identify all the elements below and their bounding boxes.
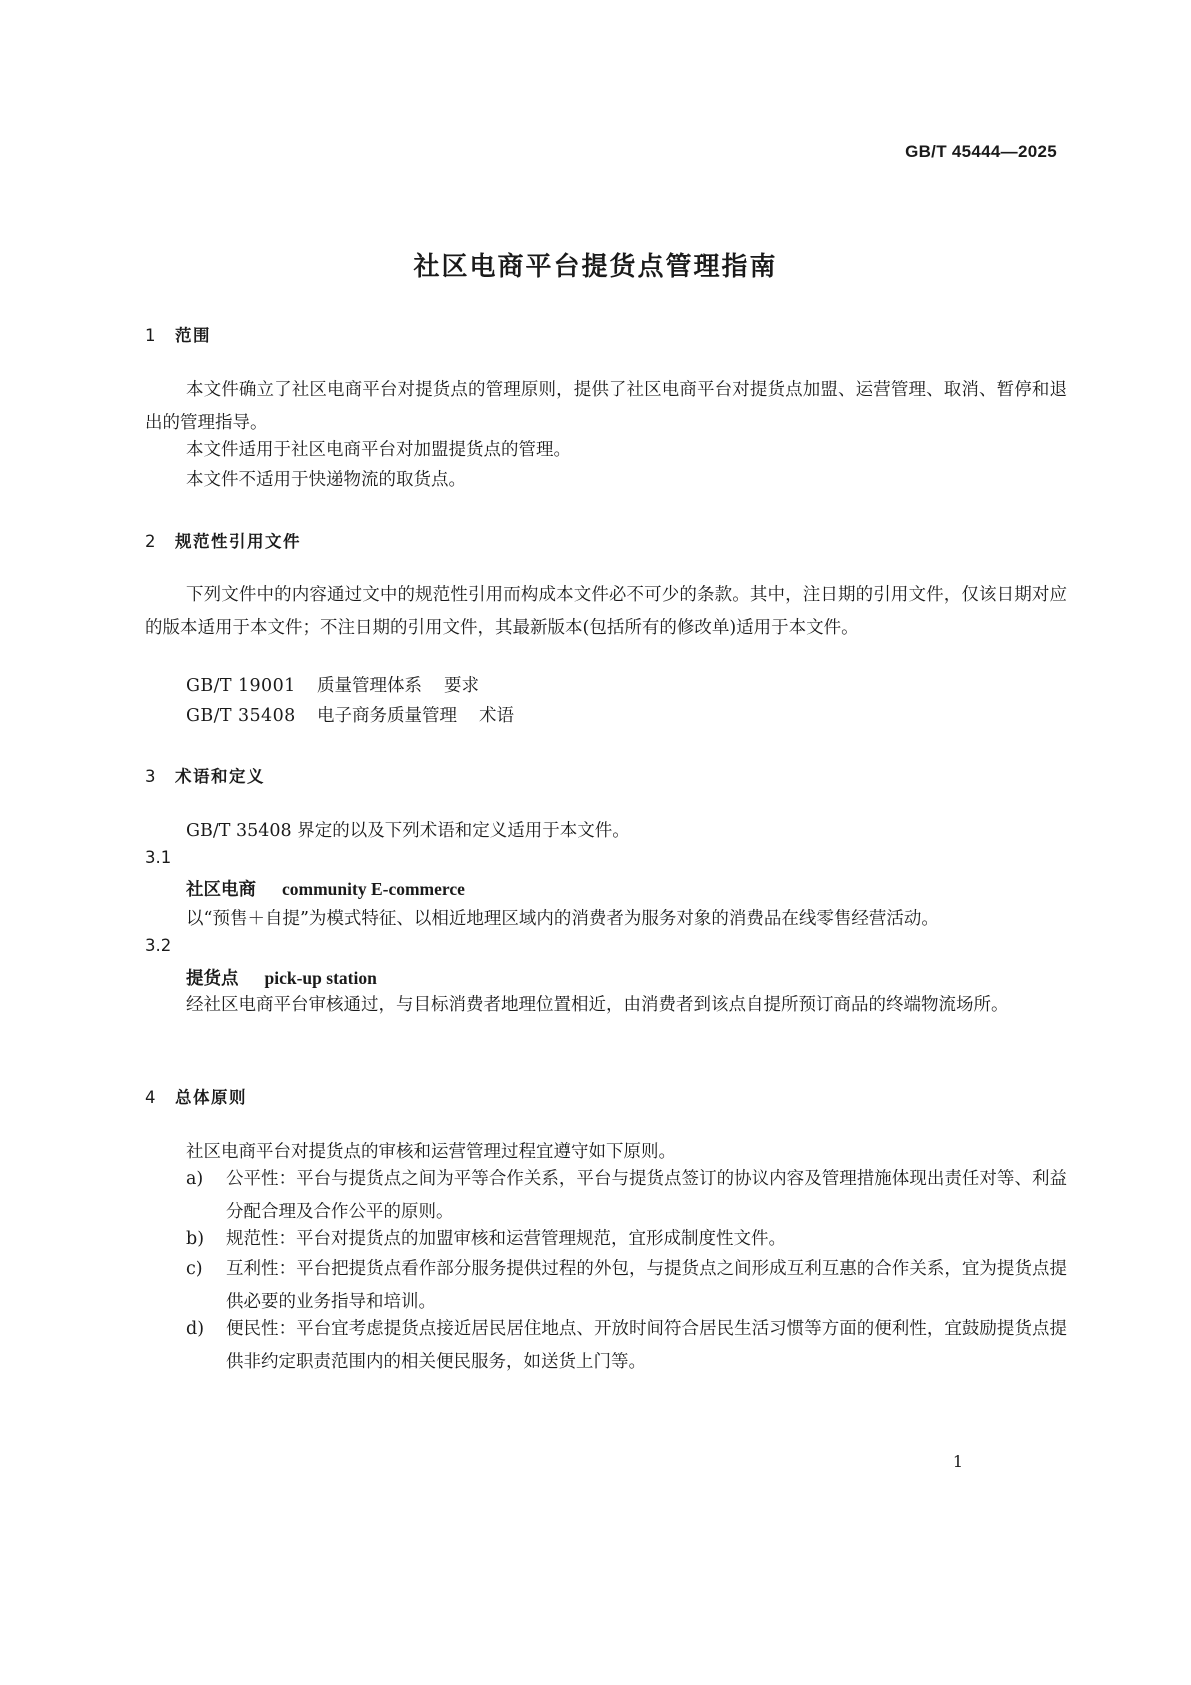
list-marker: a)	[186, 1169, 204, 1189]
section-3-heading	[145, 763, 265, 787]
section-4-intro: 社区电商平台对提货点的审核和运营管理过程宜遵守如下原则。	[186, 1142, 676, 1162]
term-entry	[186, 965, 377, 990]
list-item	[186, 1223, 1067, 1256]
normative-reference	[186, 702, 514, 727]
list-text: 公平性：平台与提货点之间为平等合作关系，平台与提货点签订的协议内容及管理措施体现出责任对等、利益分配合理及合作公平的原则。	[226, 1169, 1067, 1222]
term-chinese: 提货点	[186, 969, 239, 989]
section-2-paragraph: 下列文件中的内容通过文中的规范性引用而构成本文件必不可少的条款。其中，注日期的引用文件，仅该日期对应的版本适用于本文件；不注日期的引用文件，其最新版本(包括所有的修改单)适用于本文件。	[145, 585, 1067, 638]
term-definition: 经社区电商平台审核通过，与目标消费者地理位置相近，由消费者到该点自提所预订商品的终端物流场所。	[186, 995, 1009, 1015]
section-4-heading	[145, 1084, 247, 1108]
term-definition: 以“预售＋自提”为模式特征、以相近地理区域内的消费者为服务对象的消费品在线零售经营活动。	[186, 909, 939, 929]
reference-title-main: 质量管理体系	[317, 676, 422, 696]
section-2-heading	[145, 528, 301, 552]
term-clause-number: 3.2	[145, 936, 172, 955]
term-chinese: 社区电商	[186, 880, 256, 900]
section-1-paragraph-1: 本文件确立了社区电商平台对提货点的管理原则，提供了社区电商平台对提货点加盟、运营管理、取消、暂停和退出的管理指导。	[145, 380, 1067, 433]
section-number: 4	[145, 1088, 157, 1107]
section-3-intro: GB/T 35408 界定的以及下列术语和定义适用于本文件。	[186, 821, 630, 841]
list-text: 互利性：平台把提货点看作部分服务提供过程的外包，与提货点之间形成互利互惠的合作关系，宜为提货点提供必要的业务指导和培训。	[226, 1259, 1067, 1312]
term-english: pick-up station	[264, 968, 377, 988]
section-number: 3	[145, 767, 157, 786]
section-number: 1	[145, 326, 157, 345]
section-title: 规范性引用文件	[175, 532, 301, 551]
term-english: community E-commerce	[282, 879, 465, 899]
page-number: 1	[952, 1452, 963, 1471]
standard-code: GB/T 45444—2025	[905, 142, 1057, 161]
normative-reference	[186, 672, 479, 697]
reference-title-part: 术语	[479, 706, 514, 726]
list-item	[186, 1163, 1067, 1229]
term-entry	[186, 876, 465, 901]
section-title: 术语和定义	[175, 767, 265, 786]
section-title: 总体原则	[175, 1088, 247, 1107]
section-1-paragraph-2: 本文件适用于社区电商平台对加盟提货点的管理。	[186, 440, 571, 460]
reference-code: GB/T 19001	[186, 676, 296, 696]
term-clause-number: 3.1	[145, 848, 172, 867]
list-item	[186, 1313, 1067, 1379]
section-1-heading	[145, 322, 211, 346]
list-marker: c)	[186, 1259, 203, 1279]
list-marker: d)	[186, 1319, 205, 1339]
list-item	[186, 1253, 1067, 1319]
list-marker: b)	[186, 1229, 205, 1249]
list-text: 便民性：平台宜考虑提货点接近居民居住地点、开放时间符合居民生活习惯等方面的便利性，宜鼓励提货点提供非约定职责范围内的相关便民服务，如送货上门等。	[226, 1319, 1067, 1372]
section-1-paragraph-3: 本文件不适用于快递物流的取货点。	[186, 470, 466, 490]
document-title: 社区电商平台提货点管理指南	[413, 252, 778, 282]
reference-title-main: 电子商务质量管理	[317, 706, 457, 726]
reference-code: GB/T 35408	[186, 706, 296, 726]
list-text: 规范性：平台对提货点的加盟审核和运营管理规范，宜形成制度性文件。	[226, 1229, 786, 1249]
reference-title-part: 要求	[444, 676, 479, 696]
section-number: 2	[145, 532, 157, 551]
section-title: 范围	[175, 326, 211, 345]
